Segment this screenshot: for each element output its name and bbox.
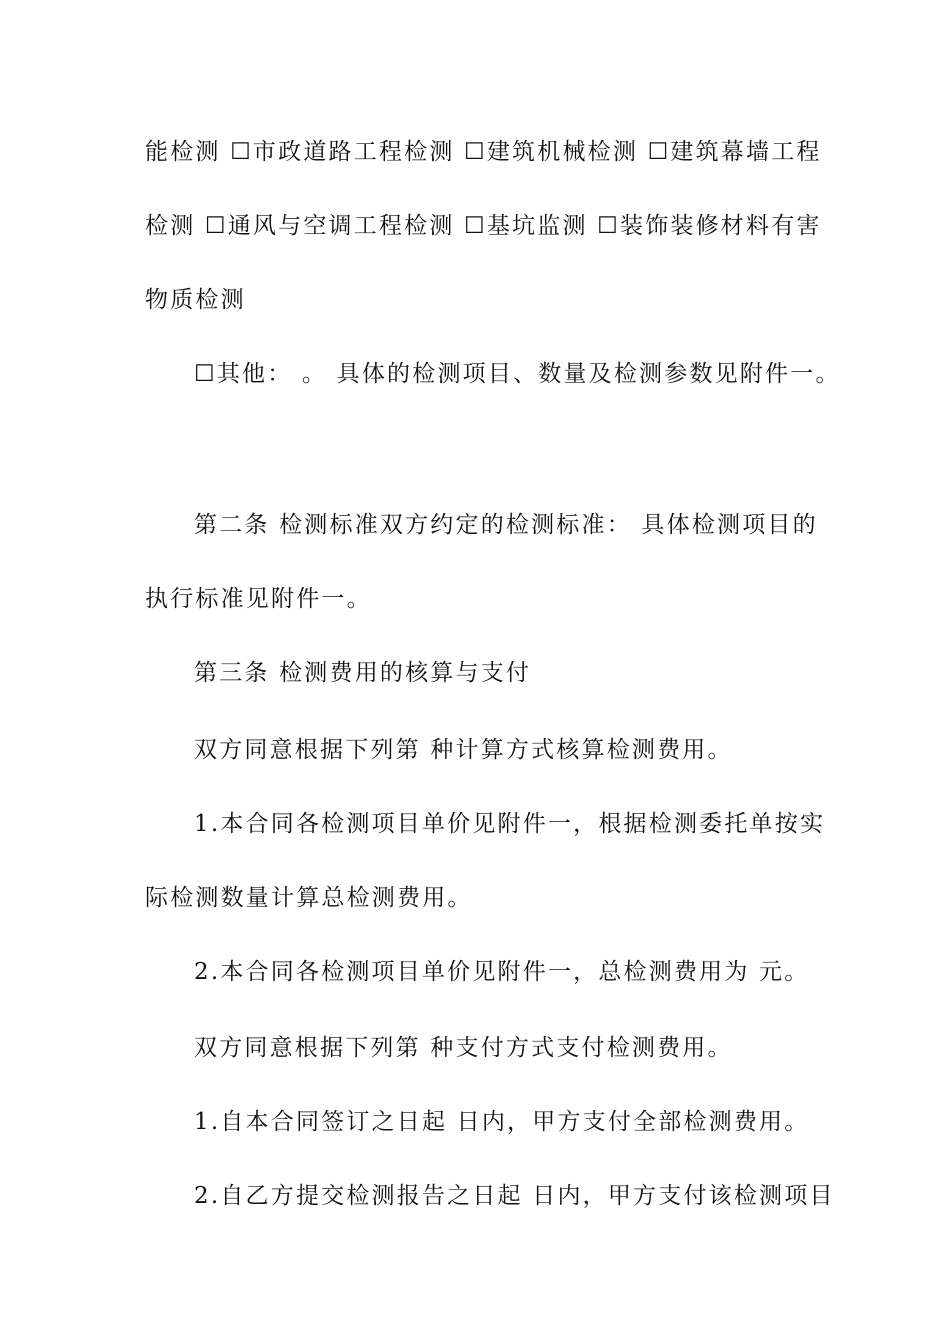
calc-method-1: 1.本合同各检测项目单价见附件一，根据检测委托单按实 <box>194 811 826 837</box>
text-line-test-items-2: 检测 ☐通风与空调工程检测 ☐基坑监测 ☐装饰装修材料有害 <box>145 213 822 239</box>
article-3-heading: 第三条 检测费用的核算与支付 <box>194 660 532 686</box>
calc-method-2: 2.本合同各检测项目单价见附件一，总检测费用为 元。 <box>194 959 810 985</box>
text-line-other-items: ☐其他： 。 具体的检测项目、数量及检测参数见附件一。 <box>194 361 841 387</box>
payment-method-1: 1.自本合同签订之日起 日内，甲方支付全部检测费用。 <box>194 1109 810 1135</box>
text-line-test-items-3: 物质检测 <box>145 287 246 313</box>
article-2-heading: 第二条 检测标准双方约定的检测标准： 具体检测项目的 <box>194 512 818 538</box>
calc-method-1-continued: 际检测数量计算总检测费用。 <box>145 885 473 911</box>
payment-method-intro: 双方同意根据下列第 种支付方式支付检测费用。 <box>194 1035 733 1061</box>
payment-method-2: 2.自乙方提交检测报告之日起 日内，甲方支付该检测项目 <box>194 1183 835 1209</box>
text-line-test-items-1: 能检测 ☐市政道路工程检测 ☐建筑机械检测 ☐建筑幕墙工程 <box>145 139 822 165</box>
calc-method-intro: 双方同意根据下列第 种计算方式核算检测费用。 <box>194 737 733 763</box>
article-2-continued: 执行标准见附件一。 <box>145 586 372 612</box>
